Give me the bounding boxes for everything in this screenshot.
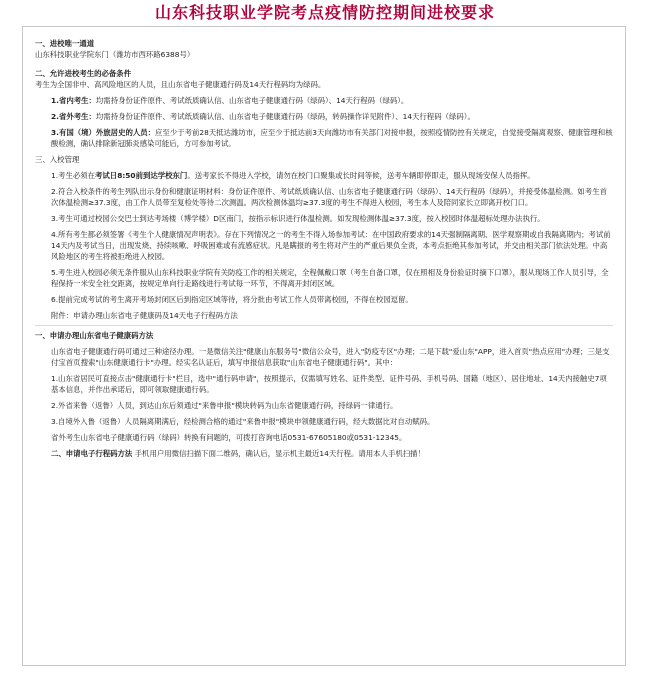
section-heading-entrance: 一、进校唯一通道 (35, 39, 95, 48)
condition-item: 2.省外考生：均需持身份证件原件、考试纸质确认信、山东省电子健康通行码（绿码，转码操作详见附件）、14天行程码（绿码）。 (51, 112, 475, 121)
attachment-title: 附件：申请办理山东省电子健康码及14天电子行程码方法 (51, 311, 238, 320)
condition-item: 3.有国（境）外旅居史的人员：应至少于考前28天抵达潍坊市，应至少于抵达前3天向潍坊市有关部门对接申报，按照疫情防控有关规定，自觉接受隔离观察、健康管理和核酸检测，确认排除新冠肺炎感染可能后，方可参加考试。 (51, 128, 613, 148)
conditions-intro: 考生为全国非中、高风险地区的人员，且山东省电子健康通行码及14天行程码均为绿码。 (35, 80, 326, 89)
entry-rule: 2.符合入校条件的考生列队出示身份和健康证明材料：身份证件原件、考试纸质确认信、山东省电子健康通行码（绿码）、14天行程码（绿码），并接受体温检测。如考生首次体温检测≥37.3度，由工作人员带至复检处等待二次测温。两次检测体温均≥37.3度的考生不得进入校园，考生本人及陪同家长立即离开校门口。 (51, 187, 607, 207)
section-heading-entry: 三、入校管理 (35, 155, 80, 164)
condition-item: 1.省内考生：均需持身份证件原件、考试纸质确认信、山东省电子健康通行码（绿码）、14天行程码（绿码）。 (51, 96, 409, 105)
entrance-address: 山东科技职业学院东门（潍坊市西环路6388号） (35, 50, 195, 59)
page-title: 山东科技职业学院考点疫情防控期间进校要求 (154, 3, 495, 22)
entry-rule: 3.考生可通过校园公交巴士到达考场楼（博学楼）D区南门，按指示标识进行体温检测。如发现检测体温≥37.3度，按入校园时体温超标处理办法执行。 (51, 214, 545, 223)
entry-rule: 6.提前完成考试的考生离开考场封闭区后到指定区域等待，将分批由考试工作人员带离校园，不得在校园逗留。 (51, 295, 413, 304)
section-heading-conditions: 二、允许进校考生的必备条件 (35, 69, 132, 78)
entry-rule: 5.考生进入校园必须无条件服从山东科技职业学院有关防疫工作的相关规定，全程佩戴口罩（考生自备口罩，仅在照相及身份验证时摘下口罩），服从现场工作人员引导，全程保持一米安全社交距离，按规定单向行走路线进行考试每一环节，不得离开封闭区域。 (51, 268, 609, 288)
notice-frame (22, 26, 626, 666)
divider (35, 325, 613, 326)
entry-rule: 4.所有考生都必须签署《考生个人健康情况声明表》。存在下列情况之一的考生不得入场参加考试：在中国政府要求的14天强制隔离期、医学观察期或自我隔离期内；考试前14天内及考试当日，出现发烧、持续咳嗽、呼吸困难或有流感症状。凡是瞒报的考生将对产生的严重后果负全责，本考点拒绝其参加考试，并交由相关部门依法处理。中高风险地区的考生将被拒绝进入校园。 (51, 230, 611, 261)
health-code-item: 2.外省来鲁（返鲁）人员，到达山东后须通过"来鲁申报"模块转码为山东省健康通行码，持绿码一律通行。 (51, 401, 398, 410)
health-code-intro: 山东省电子健康通行码可通过三种途径办理。一是微信关注"健康山东服务号"微信公众号，进入"防疫专区"办理；二是下载"爱山东"APP，进入首页"热点应用"办理；三是支付宝首页搜索"山东健康通行卡"办理。经实名认证后，填写申报信息获取"山东省电子健康通行码"。其中： (51, 347, 610, 367)
health-code-item: 1.山东省居民可直接点击"健康通行卡"栏目，选中"通行码申请"，按照提示，仅需填写姓名、证件类型、证件号码、手机号码、国籍（地区）、居住地址、14天内接触史7项基本信息，并作出承诺后，即可领取健康通行码。 (51, 374, 607, 394)
health-code-item: 3.自境外入鲁（返鲁）人员隔离期满后，经检测合格的通过"来鲁申报"模块申领健康通行码，经大数据比对自动赋码。 (51, 417, 435, 426)
trip-code-method: 二、申请电子行程码方法 手机用户用微信扫描下面二维码，确认后，显示机主最近14天行程。请用本人手机扫描！ (51, 449, 425, 458)
entry-rule: 1.考生必须在考试日8:50前到达学校东门。送考家长不得进入学校，请勿在校门口聚集或长时间等候，送考车辆即停即走，服从现场安保人员指挥。 (51, 171, 535, 180)
health-code-hotline: 省外考生山东省电子健康通行码（绿码）转换有问题的，可拨打咨询电话0531-67605180或0531-12345。 (51, 433, 407, 442)
section-heading-health-code: 一、申请办理山东省电子健康码方法 (35, 331, 154, 340)
